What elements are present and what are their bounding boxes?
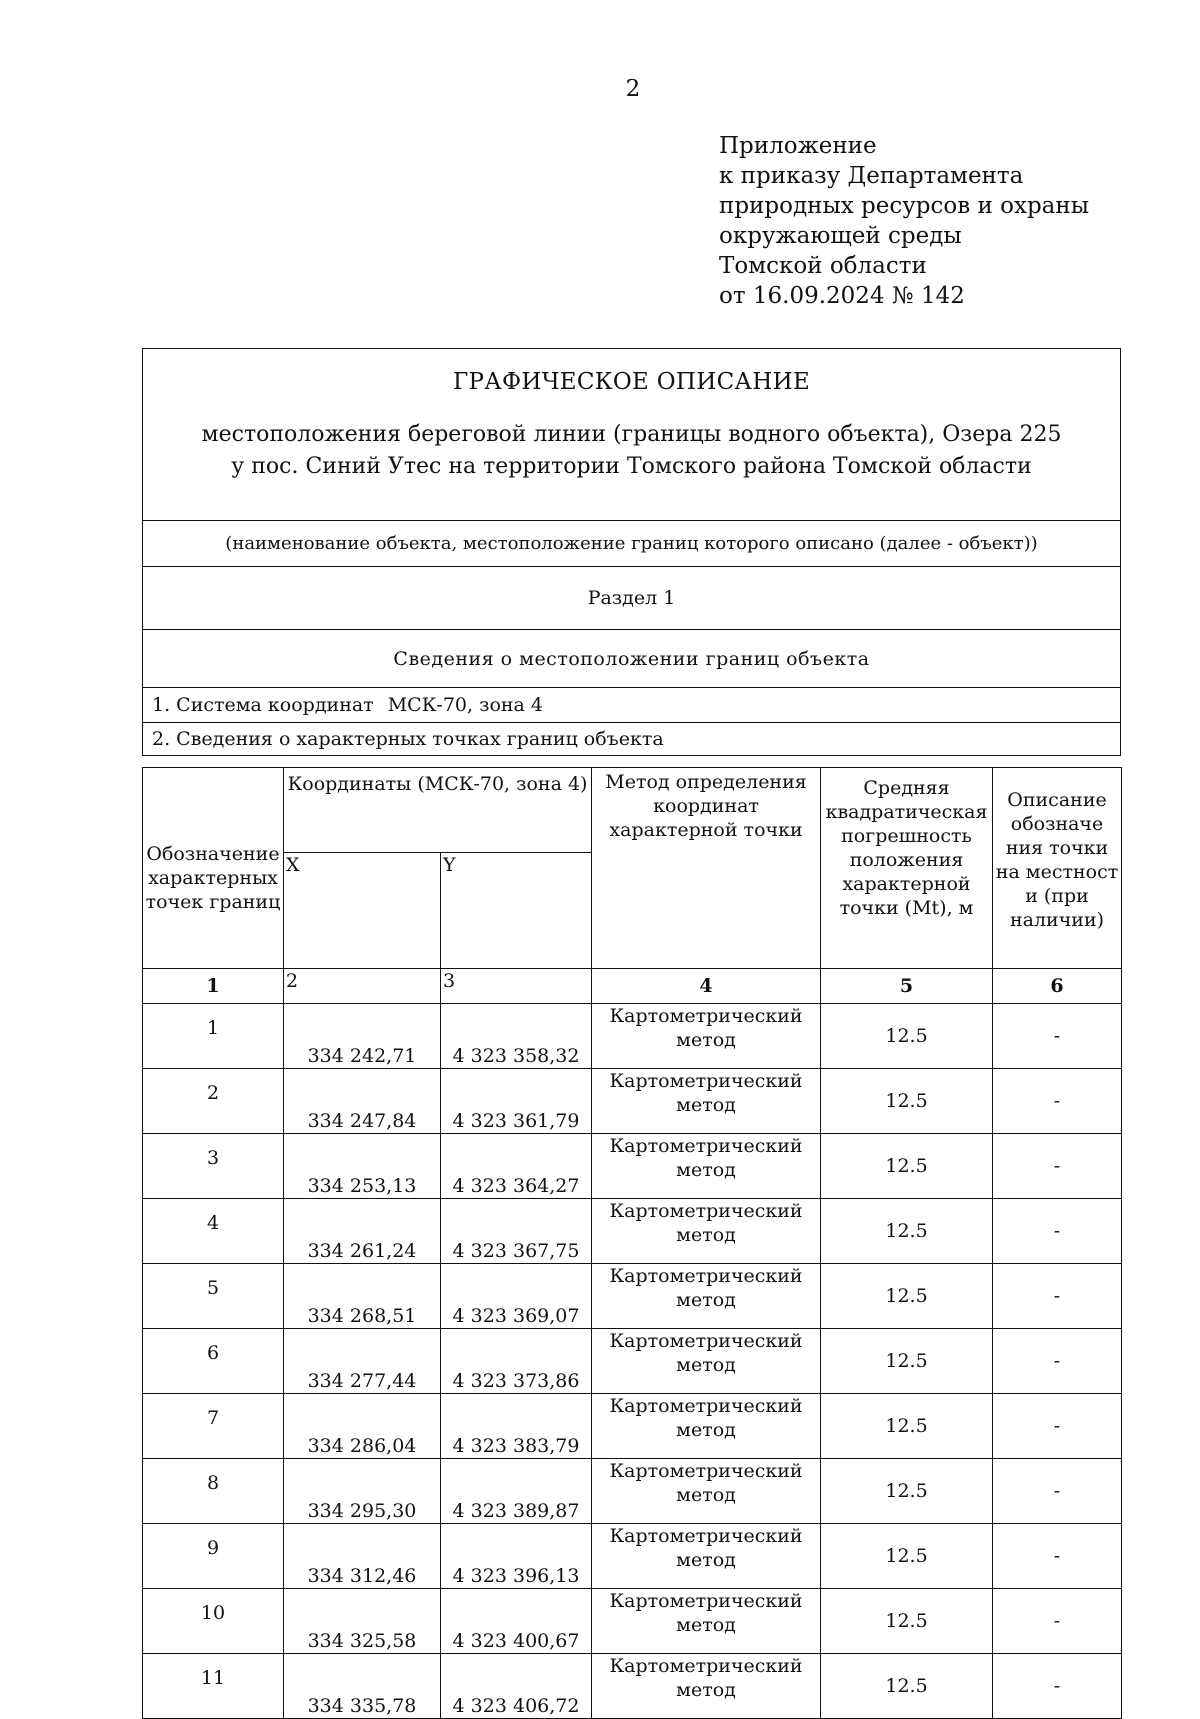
- points-heading: 2. Сведения о характерных точках границ объекта: [152, 728, 664, 750]
- section-title: Раздел 1: [143, 567, 1120, 630]
- method-line: метод: [676, 1614, 736, 1636]
- column-number: 3: [441, 969, 592, 1004]
- mt-value: 12.5: [821, 1524, 993, 1589]
- appendix-line: к приказу Департамента: [719, 163, 1024, 189]
- point-number: 5: [143, 1264, 284, 1329]
- coord-y: 4 323 361,79: [441, 1069, 592, 1134]
- place-description: -: [993, 1394, 1122, 1459]
- coord-x: 334 325,58: [284, 1589, 441, 1654]
- point-number: 9: [143, 1524, 284, 1589]
- method-cell: [592, 1004, 821, 1069]
- place-description: -: [993, 1329, 1122, 1394]
- coord-y: 4 323 396,13: [441, 1524, 592, 1589]
- header-y: Y: [441, 853, 592, 969]
- place-description: -: [993, 1524, 1122, 1589]
- mt-value: 12.5: [821, 1394, 993, 1459]
- header-designation: Обозначение характерных точек границ: [143, 768, 284, 969]
- method-cell: [592, 1069, 821, 1134]
- column-numbers-row: [143, 969, 1122, 1004]
- place-description: -: [993, 1589, 1122, 1654]
- mt-value: 12.5: [821, 1199, 993, 1264]
- method-cell: [592, 1329, 821, 1394]
- method-cell: [592, 1264, 821, 1329]
- coord-y: 4 323 406,72: [441, 1654, 592, 1719]
- table-row: [143, 1394, 1122, 1459]
- table-row: [143, 1004, 1122, 1069]
- point-number: 7: [143, 1394, 284, 1459]
- mt-value: 12.5: [821, 1264, 993, 1329]
- header-method: Метод определения координат характерной точки: [592, 768, 821, 969]
- coord-x: 334 268,51: [284, 1264, 441, 1329]
- method-line: метод: [676, 1549, 736, 1571]
- point-number: 10: [143, 1589, 284, 1654]
- mt-value: 12.5: [821, 1459, 993, 1524]
- method-line: Картометрический: [609, 1460, 803, 1482]
- appendix-line: Томской области: [719, 253, 927, 279]
- coord-x: 334 247,84: [284, 1069, 441, 1134]
- column-number: 2: [284, 969, 441, 1004]
- method-line: Картометрический: [609, 1330, 803, 1352]
- mt-value: 12.5: [821, 1004, 993, 1069]
- appendix-line: природных ресурсов и охраны: [719, 193, 1090, 219]
- method-line: Картометрический: [609, 1265, 803, 1287]
- object-name-line: местоположения береговой линии (границы водного объекта), Озера 225: [201, 422, 1062, 447]
- mt-value: 12.5: [821, 1589, 993, 1654]
- coord-system-label: 1. Система координат: [152, 694, 374, 716]
- method-line: метод: [676, 1159, 736, 1181]
- method-line: Картометрический: [609, 1395, 803, 1417]
- table-row: [143, 1134, 1122, 1199]
- method-line: метод: [676, 1094, 736, 1116]
- method-line: метод: [676, 1224, 736, 1246]
- method-line: метод: [676, 1679, 736, 1701]
- mt-value: 12.5: [821, 1134, 993, 1199]
- column-number: 6: [993, 969, 1122, 1004]
- method-line: Картометрический: [609, 1070, 803, 1092]
- coord-y: 4 323 369,07: [441, 1264, 592, 1329]
- coord-x: 334 261,24: [284, 1199, 441, 1264]
- point-number: 1: [143, 1004, 284, 1069]
- method-line: метод: [676, 1419, 736, 1441]
- description-header: [142, 348, 1121, 756]
- coord-x: 334 335,78: [284, 1654, 441, 1719]
- table-row: [143, 1589, 1122, 1654]
- object-name: [143, 419, 1120, 483]
- column-number: 1: [143, 969, 284, 1004]
- method-line: Картометрический: [609, 1135, 803, 1157]
- coord-x: 334 277,44: [284, 1329, 441, 1394]
- method-line: метод: [676, 1029, 736, 1051]
- point-number: 8: [143, 1459, 284, 1524]
- method-line: метод: [676, 1354, 736, 1376]
- header-x: X: [284, 853, 441, 969]
- header-place-description: Описание обозначе ния точки на местност и (при наличии): [993, 768, 1122, 969]
- table-row: [143, 1264, 1122, 1329]
- method-line: Картометрический: [609, 1525, 803, 1547]
- title-row: [143, 349, 1120, 521]
- method-line: метод: [676, 1484, 736, 1506]
- section-subtitle: Сведения о местоположении границ объекта: [143, 630, 1120, 688]
- boundary-points-table: [142, 767, 1122, 1719]
- coord-y: 4 323 383,79: [441, 1394, 592, 1459]
- mt-value: 12.5: [821, 1654, 993, 1719]
- table-row: [143, 1459, 1122, 1524]
- point-number: 11: [143, 1654, 284, 1719]
- place-description: -: [993, 1459, 1122, 1524]
- method-cell: [592, 1459, 821, 1524]
- coord-y: 4 323 373,86: [441, 1329, 592, 1394]
- method-cell: [592, 1524, 821, 1589]
- mt-value: 12.5: [821, 1069, 993, 1134]
- coord-y: 4 323 389,87: [441, 1459, 592, 1524]
- place-description: -: [993, 1264, 1122, 1329]
- coord-y: 4 323 400,67: [441, 1589, 592, 1654]
- coord-y: 4 323 364,27: [441, 1134, 592, 1199]
- place-description: -: [993, 1134, 1122, 1199]
- coord-x: 334 312,46: [284, 1524, 441, 1589]
- place-description: -: [993, 1654, 1122, 1719]
- method-cell: [592, 1134, 821, 1199]
- table-row: [143, 1069, 1122, 1134]
- appendix-line: от 16.09.2024 № 142: [719, 283, 965, 309]
- method-cell: [592, 1589, 821, 1654]
- method-line: метод: [676, 1289, 736, 1311]
- table-row: [143, 1199, 1122, 1264]
- coord-system-row: [143, 688, 1120, 723]
- coord-x: 334 242,71: [284, 1004, 441, 1069]
- mt-value: 12.5: [821, 1329, 993, 1394]
- method-line: Картометрический: [609, 1655, 803, 1677]
- point-number: 4: [143, 1199, 284, 1264]
- coord-x: 334 295,30: [284, 1459, 441, 1524]
- appendix-line: окружающей среды: [719, 223, 962, 249]
- table-row: [143, 1329, 1122, 1394]
- method-cell: [592, 1199, 821, 1264]
- method-line: Картометрический: [609, 1590, 803, 1612]
- page-number: 2: [625, 76, 641, 102]
- method-cell: [592, 1394, 821, 1459]
- header-coordinates: Координаты (МСК-70, зона 4): [284, 768, 592, 853]
- place-description: -: [993, 1199, 1122, 1264]
- point-number: 3: [143, 1134, 284, 1199]
- coord-y: 4 323 358,32: [441, 1004, 592, 1069]
- table-row: [143, 1524, 1122, 1589]
- method-cell: [592, 1654, 821, 1719]
- coord-x: 334 286,04: [284, 1394, 441, 1459]
- table-row: [143, 1654, 1122, 1719]
- point-number: 2: [143, 1069, 284, 1134]
- place-description: -: [993, 1069, 1122, 1134]
- column-number: 5: [821, 969, 993, 1004]
- header-mt: Средняя квадратическая погрешность положения характерной точки (Mt), м: [821, 768, 993, 969]
- method-line: Картометрический: [609, 1200, 803, 1222]
- coord-system-value: МСК-70, зона 4: [387, 694, 543, 716]
- place-description: -: [993, 1004, 1122, 1069]
- coord-x: 334 253,13: [284, 1134, 441, 1199]
- object-caption: (наименование объекта, местоположение границ которого описано (далее - объект)): [143, 521, 1120, 567]
- appendix-block: [719, 131, 1089, 311]
- point-number: 6: [143, 1329, 284, 1394]
- method-line: Картометрический: [609, 1005, 803, 1027]
- appendix-line: Приложение: [719, 133, 877, 159]
- column-number: 4: [592, 969, 821, 1004]
- document-title: ГРАФИЧЕСКОЕ ОПИСАНИЕ: [452, 369, 811, 395]
- coord-y: 4 323 367,75: [441, 1199, 592, 1264]
- object-name-line: у пос. Синий Утес на территории Томского района Томской области: [231, 454, 1032, 479]
